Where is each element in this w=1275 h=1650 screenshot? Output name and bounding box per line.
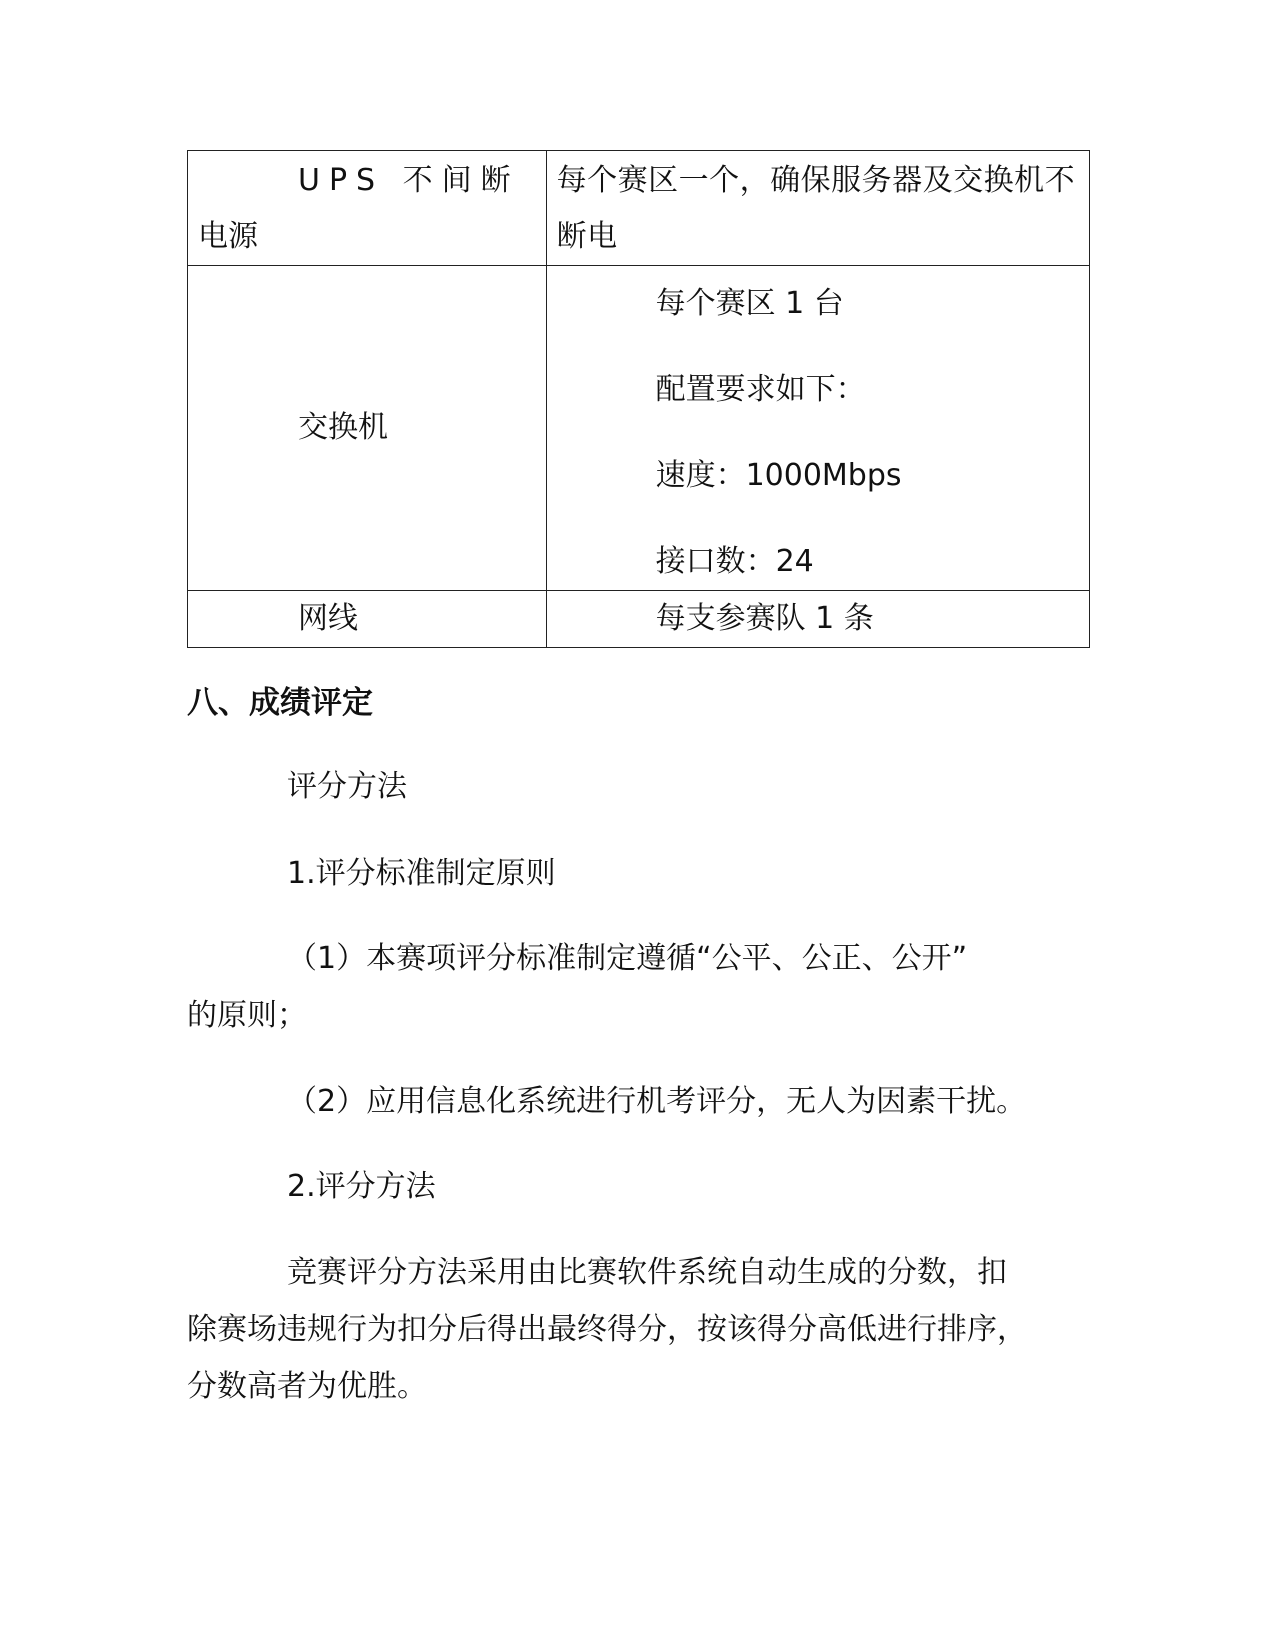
- cell-text: 每个赛区 1 台: [655, 286, 844, 321]
- method-title: [187, 758, 1090, 815]
- paragraph-text: 除赛场违规行为扣分后得出最终得分，按该得分高低进行排序，: [187, 1312, 1027, 1347]
- table-cell-name: [188, 151, 547, 266]
- table-row: [188, 266, 1090, 591]
- table-cell-desc: [546, 151, 1089, 266]
- rule-1-paragraph: [187, 930, 1090, 1044]
- paragraph-text: 2.评分方法: [287, 1169, 436, 1204]
- standard-title: [187, 845, 1090, 902]
- paragraph-text: （2）应用信息化系统进行机考评分，无人为因素干扰。: [287, 1084, 1027, 1119]
- rule-2-paragraph: [187, 1073, 1090, 1130]
- cell-text: 配置要求如下：: [655, 372, 866, 407]
- cell-text: 每个赛区一个，确保服务器及交换机不: [556, 163, 1076, 198]
- table-cell-name: 网线: [188, 591, 547, 648]
- table-cell-desc: [546, 266, 1089, 591]
- table-row: [188, 151, 1090, 266]
- cell-text: 断电: [556, 219, 618, 254]
- equipment-table: [187, 150, 1090, 648]
- cell-text: 接口数：24: [655, 544, 814, 579]
- paragraph-text: 竞赛评分方法采用由比赛软件系统自动生成的分数，扣: [287, 1255, 1007, 1290]
- paragraph-text: （1）本赛项评分标准制定遵循“公平、公正、公开”: [287, 941, 968, 976]
- section-heading: 八、成绩评定: [187, 685, 373, 721]
- paragraph-text: 的原则；: [187, 998, 307, 1033]
- paragraph-text: 分数高者为优胜。: [187, 1369, 427, 1404]
- table-cell-name: 交换机: [188, 266, 547, 591]
- cell-text: UPS 不间断: [298, 163, 520, 198]
- table-cell-desc: 每支参赛队 1 条: [546, 591, 1089, 648]
- method-2-title: [187, 1158, 1090, 1215]
- scoring-description: [187, 1244, 1090, 1415]
- paragraph-text: 1.评分标准制定原则: [287, 856, 556, 891]
- cell-text: 速度：1000Mbps: [655, 458, 902, 493]
- table-row: [188, 591, 1090, 648]
- cell-text: 电源: [198, 219, 258, 254]
- paragraph-text: 评分方法: [287, 769, 407, 804]
